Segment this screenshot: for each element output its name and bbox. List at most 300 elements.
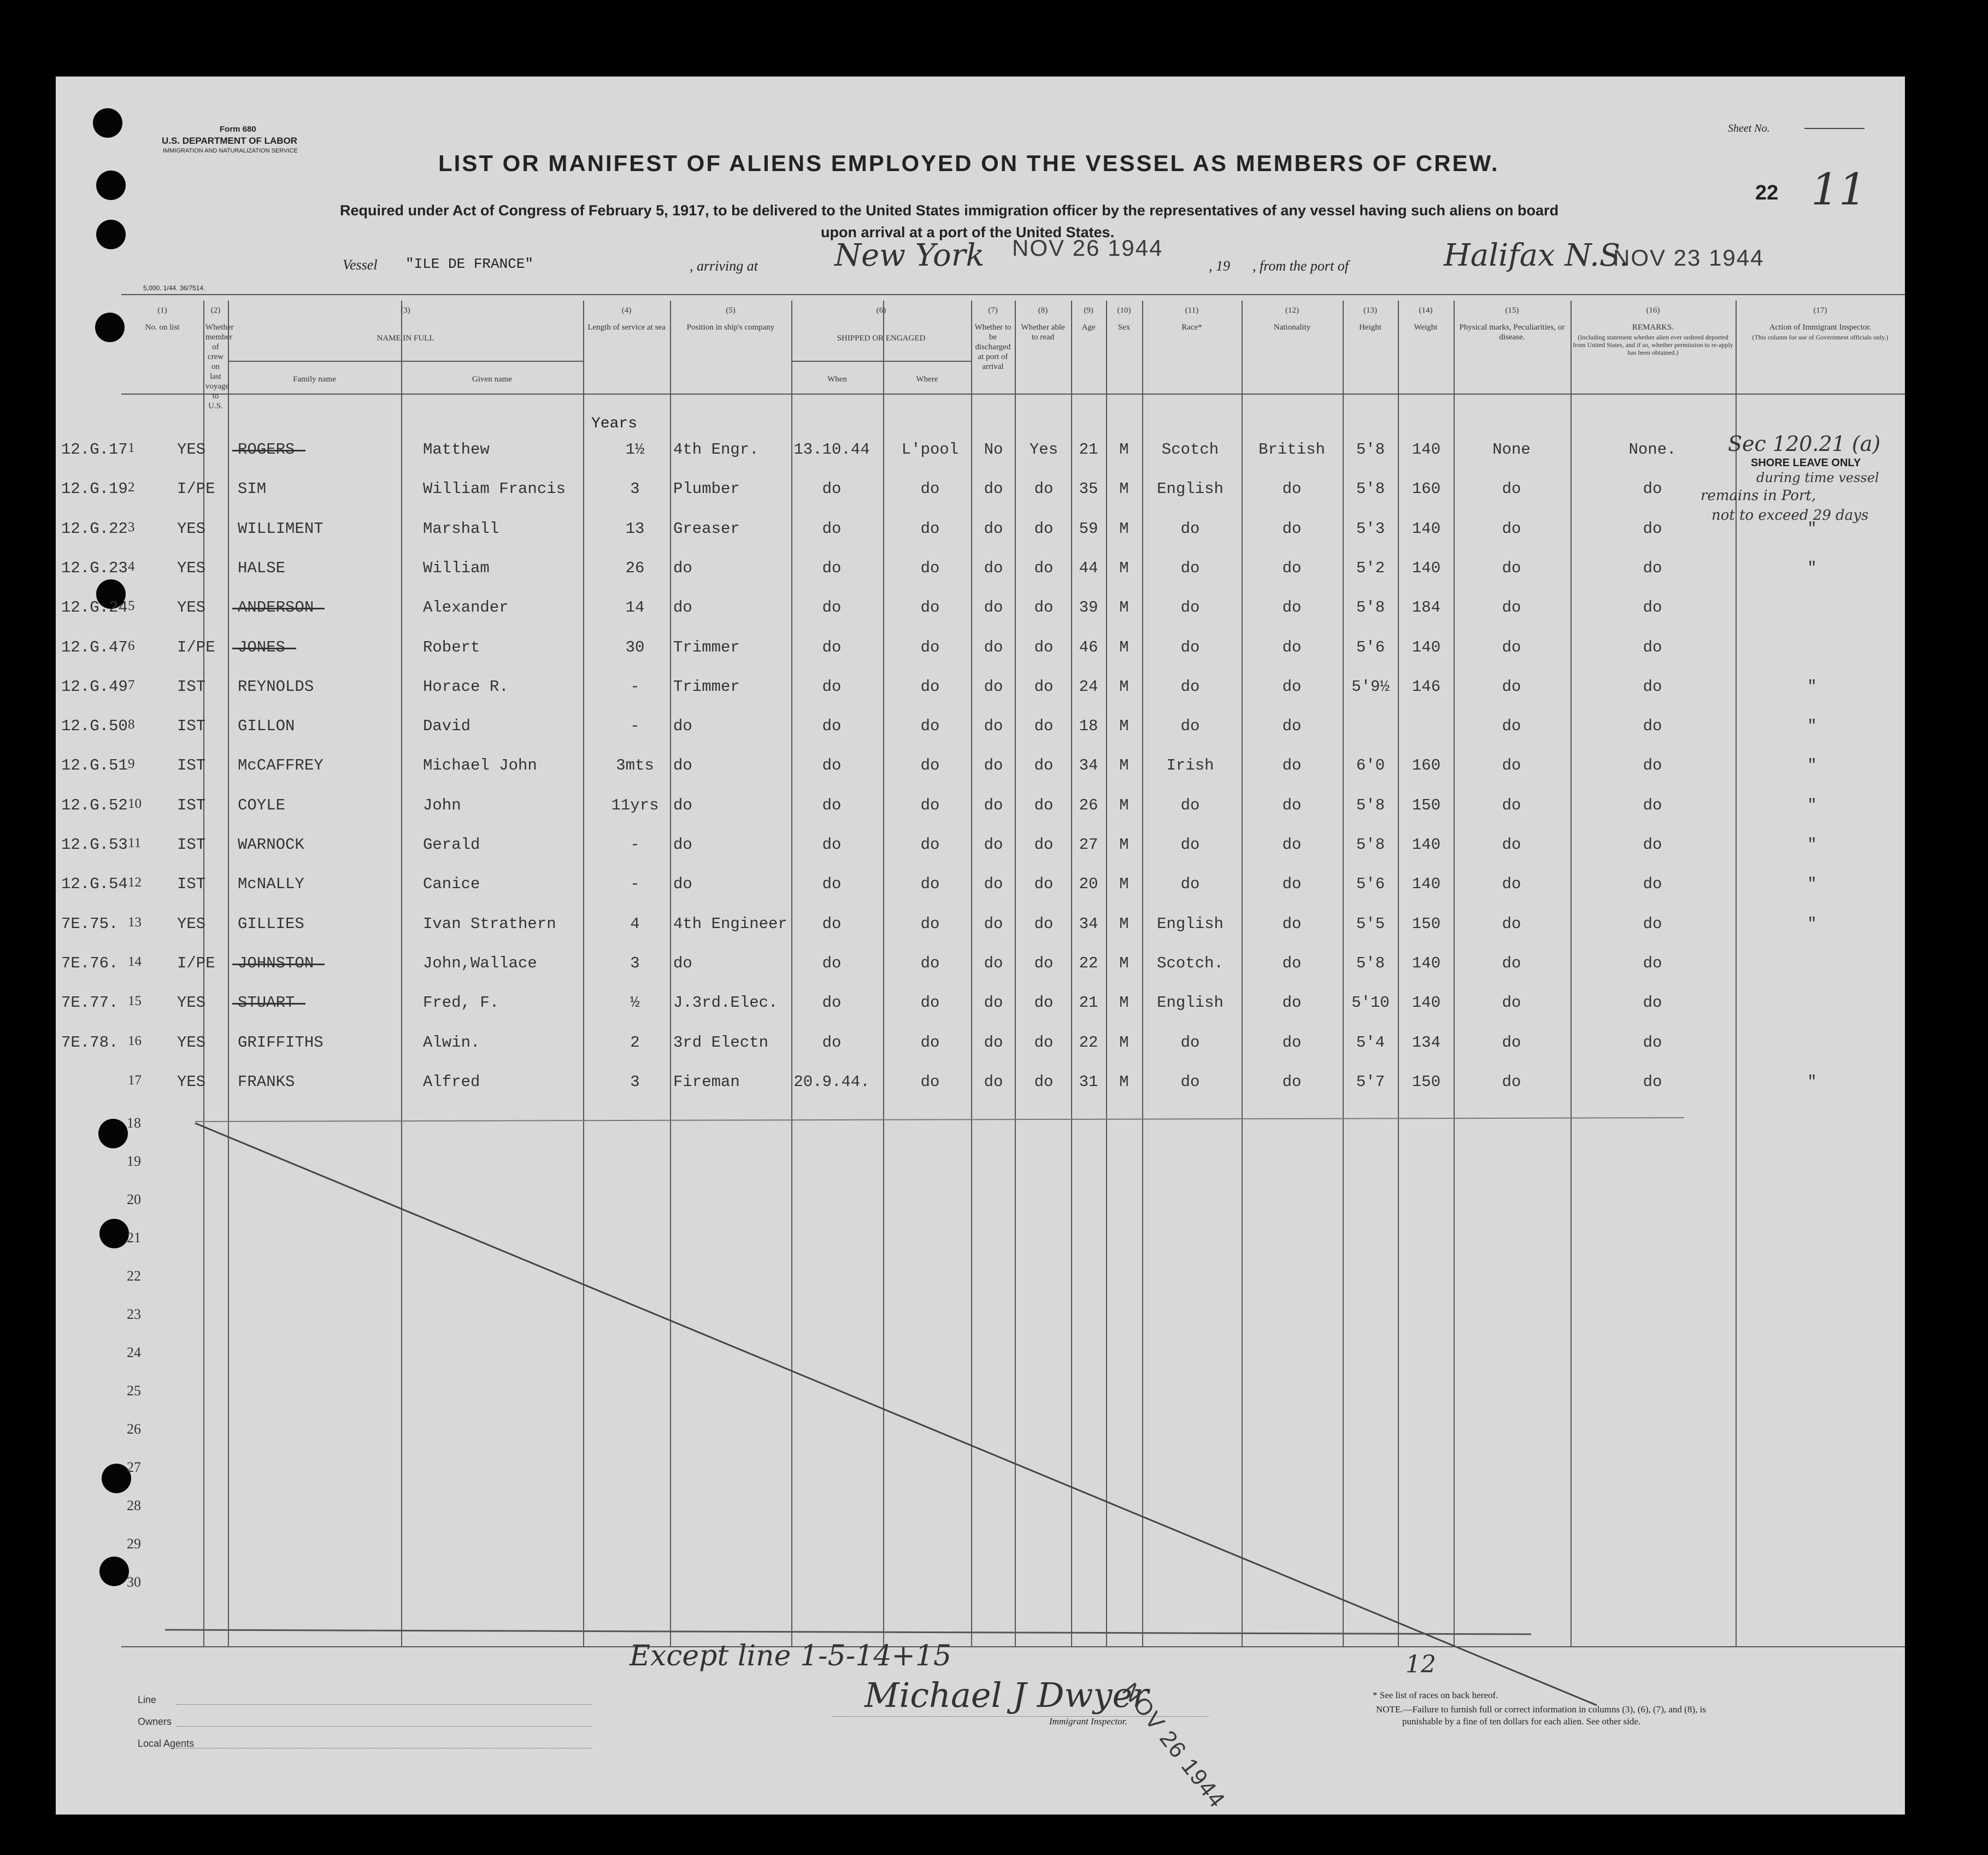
cell-family: GILLON	[238, 717, 295, 735]
cell-race: do	[1180, 520, 1200, 538]
column-header: Length of service at sea	[587, 323, 666, 332]
cell-prev: IST	[177, 875, 206, 893]
cell-when: do	[822, 559, 842, 577]
cell-read: do	[1034, 520, 1054, 538]
arriving-port: New York	[834, 238, 985, 273]
cell-action: "	[1807, 915, 1817, 933]
cell-position: J.3rd.Elec.	[673, 994, 778, 1012]
cell-sex: M	[1119, 717, 1129, 735]
cell-discharged: do	[984, 836, 1003, 854]
row-line-number: 7	[128, 678, 135, 692]
cell-height: 5'4	[1356, 1034, 1385, 1052]
row-ref: 7E.75.	[61, 915, 119, 933]
cell-discharged: do	[984, 756, 1003, 774]
column-number: (2)	[210, 306, 221, 315]
cell-where: do	[920, 598, 940, 617]
cell-sex: M	[1119, 796, 1129, 814]
requirement-line-2: upon arrival at a port of the United States.	[821, 224, 1115, 240]
owners-label: Owners	[138, 1716, 172, 1727]
cell-family: HALSE	[238, 559, 286, 577]
cell-when: do	[822, 1034, 842, 1052]
cell-prev: YES	[177, 441, 206, 459]
row-line-number: 11	[128, 836, 142, 850]
row-line-number: 2	[128, 480, 135, 495]
cell-service: 14	[625, 598, 645, 617]
cell-age: 26	[1079, 796, 1098, 814]
cell-read: do	[1034, 559, 1054, 577]
cell-given: Gerald	[423, 836, 480, 854]
cell-race: do	[1180, 678, 1200, 696]
cell-position: do	[673, 559, 692, 577]
cell-sex: M	[1119, 520, 1129, 538]
column-number: (8)	[1038, 306, 1048, 315]
cell-service: 3	[630, 1073, 640, 1091]
inspector-label: Immigrant Inspector.	[1049, 1716, 1127, 1727]
cell-weight: 140	[1411, 875, 1441, 893]
cell-service: ½	[630, 994, 640, 1012]
cell-position: 3rd Electn	[673, 1034, 769, 1052]
cell-weight: 140	[1411, 559, 1441, 577]
action-note-shore-leave: SHORE LEAVE ONLY	[1751, 457, 1861, 469]
cell-nationality: do	[1282, 520, 1302, 538]
cell-read: do	[1034, 954, 1054, 972]
cell-age: 46	[1079, 638, 1098, 656]
cell-where: do	[920, 1073, 940, 1091]
cell-remarks: do	[1643, 954, 1662, 972]
cell-race: English	[1157, 480, 1224, 498]
cell-discharged: do	[984, 796, 1003, 814]
cell-nationality: do	[1282, 717, 1302, 735]
cell-family: JOHNSTON	[238, 954, 314, 972]
cell-weight: 146	[1411, 678, 1441, 696]
column-number: (16)	[1646, 306, 1660, 315]
cell-where: do	[920, 717, 940, 735]
cell-discharged: do	[984, 638, 1003, 656]
cell-height: 5'9½	[1351, 678, 1390, 696]
cell-given: Matthew	[423, 441, 490, 459]
column-number: (4)	[621, 306, 632, 315]
cell-prev: IST	[177, 836, 206, 854]
column-header: Physical marks, Peculiarities, or disease.	[1459, 323, 1565, 342]
cell-weight: 140	[1411, 638, 1441, 656]
cell-age: 44	[1079, 559, 1098, 577]
cell-prev: YES	[177, 1034, 206, 1052]
cell-discharged: No	[984, 441, 1003, 459]
column-header: Position in ship's company	[686, 323, 775, 332]
service: IMMIGRATION AND NATURALIZATION SERVICE	[163, 148, 298, 154]
column-subheader: Where	[916, 375, 938, 384]
cell-remarks: do	[1643, 717, 1662, 735]
page-title: LIST OR MANIFEST OF ALIENS EMPLOYED ON THE VESSEL AS MEMBERS OF CREW.	[438, 150, 1499, 176]
cell-position: 4th Engr.	[673, 441, 759, 459]
column-subheader: Given name	[472, 375, 512, 384]
cell-prev: IST	[177, 796, 206, 814]
cell-discharged: do	[984, 954, 1003, 972]
line-field	[176, 1704, 591, 1705]
cell-marks: do	[1502, 678, 1521, 696]
cell-nationality: do	[1282, 678, 1302, 696]
column-subtext: (This column for use of Government officials only.)	[1752, 333, 1889, 341]
column-number: (6)	[876, 306, 886, 315]
cell-sex: M	[1119, 994, 1129, 1012]
cell-when: do	[822, 678, 842, 696]
row-ref: 12.G.24	[61, 598, 128, 617]
empty-line-number: 26	[127, 1421, 141, 1437]
cell-sex: M	[1119, 559, 1129, 577]
cell-discharged: do	[984, 520, 1003, 538]
cell-when: do	[822, 836, 842, 854]
cell-where: do	[920, 796, 940, 814]
column-number: (5)	[726, 306, 736, 315]
cell-race: do	[1180, 875, 1200, 893]
row-line-number: 8	[128, 717, 135, 732]
column-header: Whether able to read	[1021, 323, 1065, 342]
sheet-number: 22	[1755, 181, 1779, 204]
cell-position: do	[673, 796, 692, 814]
cell-action: "	[1807, 875, 1817, 893]
cell-action: "	[1807, 1073, 1817, 1091]
cell-where: do	[920, 836, 940, 854]
cell-nationality: do	[1282, 954, 1302, 972]
cell-marks: None	[1492, 441, 1531, 459]
cell-nationality: do	[1282, 1073, 1302, 1091]
column-number: (11)	[1185, 306, 1199, 315]
requirement-line-1: Required under Act of Congress of February 5, 1917, to be delivered to the United States immigration officer by the representatives of any vessel having such aliens on board	[340, 202, 1559, 219]
cell-marks: do	[1502, 836, 1521, 854]
cell-prev: IST	[177, 717, 206, 735]
cell-prev: I/PE	[177, 954, 215, 972]
row-line-number: 9	[128, 756, 135, 771]
cell-service: 2	[630, 1034, 640, 1052]
cell-position: Plumber	[673, 480, 740, 498]
cell-family: STUART	[238, 994, 295, 1012]
cell-family: REYNOLDS	[238, 678, 314, 696]
cell-race: Irish	[1166, 756, 1214, 774]
cell-read: do	[1034, 717, 1054, 735]
cell-sex: M	[1119, 441, 1129, 459]
cell-given: Alexander	[423, 598, 509, 617]
cell-action: "	[1807, 756, 1817, 774]
year-label: , 19	[1209, 258, 1230, 274]
cell-remarks: do	[1643, 756, 1662, 774]
cell-remarks: do	[1643, 559, 1662, 577]
cell-weight: 150	[1411, 1073, 1441, 1091]
arriving-label: , arriving at	[690, 258, 758, 274]
cell-family: ANDERSON	[238, 598, 314, 617]
cell-marks: do	[1502, 796, 1521, 814]
cell-race: Scotch	[1161, 441, 1219, 459]
column-header: Whether member of crew on last voyage to U.S.	[205, 323, 234, 410]
cell-where: do	[920, 756, 940, 774]
cell-family: GRIFFITHS	[238, 1034, 324, 1052]
cell-service: -	[630, 717, 640, 735]
cell-weight: 150	[1411, 915, 1441, 933]
row-line-number: 5	[128, 598, 135, 613]
row-line-number: 4	[128, 559, 135, 574]
cell-marks: do	[1502, 480, 1521, 498]
cell-read: do	[1034, 678, 1054, 696]
cell-discharged: do	[984, 1073, 1003, 1091]
cell-where: do	[920, 915, 940, 933]
action-note-section: Sec 120.21 (a)	[1728, 432, 1881, 456]
cell-height: 5'8	[1356, 954, 1385, 972]
cell-race: Scotch.	[1157, 954, 1224, 972]
cell-read: do	[1034, 994, 1054, 1012]
cell-marks: do	[1502, 598, 1521, 617]
cell-where: do	[920, 678, 940, 696]
cell-prev: YES	[177, 598, 206, 617]
cell-sex: M	[1119, 836, 1129, 854]
column-subheader: Family name	[293, 375, 336, 384]
cell-weight: 184	[1411, 598, 1441, 617]
cell-service: 3mts	[616, 756, 654, 774]
cancellation-diagonal	[56, 77, 1905, 1815]
row-line-number: 15	[128, 994, 142, 1008]
empty-line-number: 25	[127, 1383, 141, 1399]
cell-when: 13.10.44	[793, 441, 870, 459]
sheet-handwritten: 11	[1811, 164, 1867, 215]
cell-read: do	[1034, 796, 1054, 814]
cell-weight: 140	[1411, 994, 1441, 1012]
cell-service: 11yrs	[611, 796, 659, 814]
cell-read: Yes	[1029, 441, 1058, 459]
row-line-number: 6	[128, 638, 135, 653]
cell-sex: M	[1119, 638, 1129, 656]
cell-remarks: do	[1643, 836, 1662, 854]
row-ref: 7E.77.	[61, 994, 119, 1012]
cell-family: McCAFFREY	[238, 756, 324, 774]
row-line-number: 14	[128, 954, 142, 969]
cell-read: do	[1034, 1034, 1054, 1052]
row-ref: 12.G.22	[61, 520, 128, 538]
cell-when: do	[822, 954, 842, 972]
cell-action: "	[1807, 836, 1817, 854]
cell-remarks: do	[1643, 875, 1662, 893]
cell-given: William Francis	[423, 480, 566, 498]
cell-age: 34	[1079, 756, 1098, 774]
cell-height: 6'0	[1356, 756, 1385, 774]
cell-family: GILLIES	[238, 915, 304, 933]
department: U.S. DEPARTMENT OF LABOR	[162, 136, 298, 146]
cell-age: 24	[1079, 678, 1098, 696]
cell-marks: do	[1502, 756, 1521, 774]
cell-given: William	[423, 559, 490, 577]
cell-prev: IST	[177, 756, 206, 774]
column-header: Weight	[1414, 323, 1438, 332]
empty-line-number: 24	[127, 1345, 141, 1360]
cell-where: do	[920, 1034, 940, 1052]
cell-weight: 140	[1411, 954, 1441, 972]
cell-when: do	[822, 994, 842, 1012]
form-number: Form 680	[220, 125, 256, 134]
column-number: (9)	[1084, 306, 1093, 315]
cell-given: Alwin.	[423, 1034, 480, 1052]
column-header: Nationality	[1273, 323, 1311, 332]
cell-age: 27	[1079, 836, 1098, 854]
row-ref: 12.G.17	[61, 441, 128, 459]
cell-sex: M	[1119, 756, 1129, 774]
line-label: Line	[138, 1694, 157, 1705]
column-header: Whether to be discharged at port of arrival	[974, 323, 1011, 371]
cell-nationality: do	[1282, 638, 1302, 656]
cell-family: JONES	[238, 638, 286, 656]
cell-remarks: do	[1643, 1034, 1662, 1052]
cell-nationality: do	[1282, 756, 1302, 774]
cell-position: do	[673, 598, 692, 617]
column-subheader: When	[827, 375, 847, 384]
cell-where: do	[920, 480, 940, 498]
empty-line-number: 30	[127, 1574, 141, 1590]
row-line-number: 1	[128, 441, 135, 455]
row-ref: 12.G.51	[61, 756, 128, 774]
vessel-name: "ILE DE FRANCE"	[405, 256, 534, 272]
cell-where: do	[920, 875, 940, 893]
empty-line-number: 27	[127, 1459, 141, 1475]
column-number: (7)	[988, 306, 998, 315]
cell-nationality: do	[1282, 836, 1302, 854]
row-ref: 12.G.47	[61, 638, 128, 656]
cell-given: Alfred	[423, 1073, 480, 1091]
cell-when: do	[822, 598, 842, 617]
cell-age: 39	[1079, 598, 1098, 617]
count-note: 12	[1405, 1651, 1436, 1678]
manifest-sheet	[56, 77, 1905, 1815]
column-header: SHIPPED OR ENGAGED	[837, 334, 926, 343]
cell-discharged: do	[984, 598, 1003, 617]
cell-weight: 134	[1411, 1034, 1441, 1052]
from-label: , from the port of	[1252, 258, 1349, 274]
cell-prev: I/PE	[177, 480, 215, 498]
cell-prev: YES	[177, 520, 206, 538]
cell-service: -	[630, 836, 640, 854]
column-number: (17)	[1813, 306, 1827, 315]
cell-where: do	[920, 994, 940, 1012]
print-code: 5,000. 1/44. 36/7514.	[143, 284, 205, 292]
cell-height: 5'8	[1356, 480, 1385, 498]
sheet-label: Sheet No.	[1728, 122, 1770, 134]
cell-age: 31	[1079, 1073, 1098, 1091]
races-note: * See list of races on back hereof.	[1373, 1690, 1498, 1700]
cell-given: Horace R.	[423, 678, 509, 696]
local-agents-label: Local Agents	[138, 1738, 195, 1749]
cell-age: 21	[1079, 994, 1098, 1012]
cell-discharged: do	[984, 875, 1003, 893]
cell-family: McNALLY	[238, 875, 304, 893]
cell-age: 35	[1079, 480, 1098, 498]
cell-where: do	[920, 638, 940, 656]
cell-discharged: do	[984, 1034, 1003, 1052]
cell-height: 5'10	[1351, 994, 1390, 1012]
cell-remarks: do	[1643, 638, 1662, 656]
cell-when: do	[822, 796, 842, 814]
cell-nationality: do	[1282, 875, 1302, 893]
cell-race: do	[1180, 1073, 1200, 1091]
cell-height: 5'2	[1356, 559, 1385, 577]
row-ref: 7E.78.	[61, 1034, 119, 1052]
cell-weight: 140	[1411, 441, 1441, 459]
column-header: Race*	[1181, 323, 1202, 332]
column-number: (1)	[157, 306, 167, 315]
cell-nationality: do	[1282, 915, 1302, 933]
cell-given: Marshall	[423, 520, 499, 538]
row-ref: 12.G.54	[61, 875, 128, 893]
note-line-1: NOTE.—Failure to furnish full or correct information in columns (3), (6), (7), and (8), is	[1376, 1704, 1706, 1715]
row-ref: 12.G.53	[61, 836, 128, 854]
exception-note: Except line 1-5-14+15	[630, 1640, 952, 1672]
empty-line-number: 21	[127, 1230, 141, 1246]
empty-line-number: 18	[127, 1115, 141, 1131]
years-label: Years	[591, 415, 638, 432]
cell-read: do	[1034, 1073, 1054, 1091]
cell-sex: M	[1119, 678, 1129, 696]
cell-nationality: do	[1282, 559, 1302, 577]
cell-nationality: do	[1282, 598, 1302, 617]
cell-race: English	[1157, 994, 1224, 1012]
cell-sex: M	[1119, 1034, 1129, 1052]
cell-read: do	[1034, 638, 1054, 656]
cell-read: do	[1034, 836, 1054, 854]
cell-discharged: do	[984, 559, 1003, 577]
cell-race: do	[1180, 836, 1200, 854]
column-number: (12)	[1285, 306, 1299, 315]
cell-remarks: do	[1643, 598, 1662, 617]
empty-line-number: 29	[127, 1536, 141, 1552]
cell-marks: do	[1502, 520, 1521, 538]
row-ref: 12.G.19	[61, 480, 128, 498]
row-line-number: 10	[128, 796, 142, 811]
cell-weight: 150	[1411, 796, 1441, 814]
row-ref: 12.G.50	[61, 717, 128, 735]
cell-sex: M	[1119, 915, 1129, 933]
cell-sex: M	[1119, 598, 1129, 617]
cell-nationality: British	[1258, 441, 1325, 459]
cell-service: 3	[630, 954, 640, 972]
cell-where: do	[920, 559, 940, 577]
row-line-number: 12	[128, 875, 142, 890]
cell-race: do	[1180, 796, 1200, 814]
cell-given: Michael John	[423, 756, 537, 774]
cell-age: 20	[1079, 875, 1098, 893]
cell-height: 5'8	[1356, 598, 1385, 617]
column-header: Sex	[1117, 323, 1131, 332]
cell-when: do	[822, 756, 842, 774]
vessel-label: Vessel	[343, 257, 378, 273]
row-ref: 12.G.52	[61, 796, 128, 814]
cell-race: do	[1180, 1034, 1200, 1052]
cell-prev: YES	[177, 559, 206, 577]
cell-position: do	[673, 836, 692, 854]
cell-where: do	[920, 954, 940, 972]
cell-service: 26	[625, 559, 645, 577]
column-header: REMARKS.	[1632, 323, 1674, 332]
cell-marks: do	[1502, 1073, 1521, 1091]
cell-service: 1½	[625, 441, 645, 459]
cell-position: 4th Engineer	[673, 915, 787, 933]
cell-when: do	[822, 520, 842, 538]
cell-action: "	[1807, 678, 1817, 696]
cell-prev: YES	[177, 994, 206, 1012]
column-header: NAME IN FULL	[377, 334, 434, 343]
cell-race: do	[1180, 717, 1200, 735]
cell-given: Fred, F.	[423, 994, 499, 1012]
cell-family: WARNOCK	[238, 836, 304, 854]
cell-age: 59	[1079, 520, 1098, 538]
cell-remarks: do	[1643, 520, 1662, 538]
cell-service: -	[630, 875, 640, 893]
cell-given: Robert	[423, 638, 480, 656]
cell-remarks: None.	[1628, 441, 1677, 459]
cell-remarks: do	[1643, 915, 1662, 933]
